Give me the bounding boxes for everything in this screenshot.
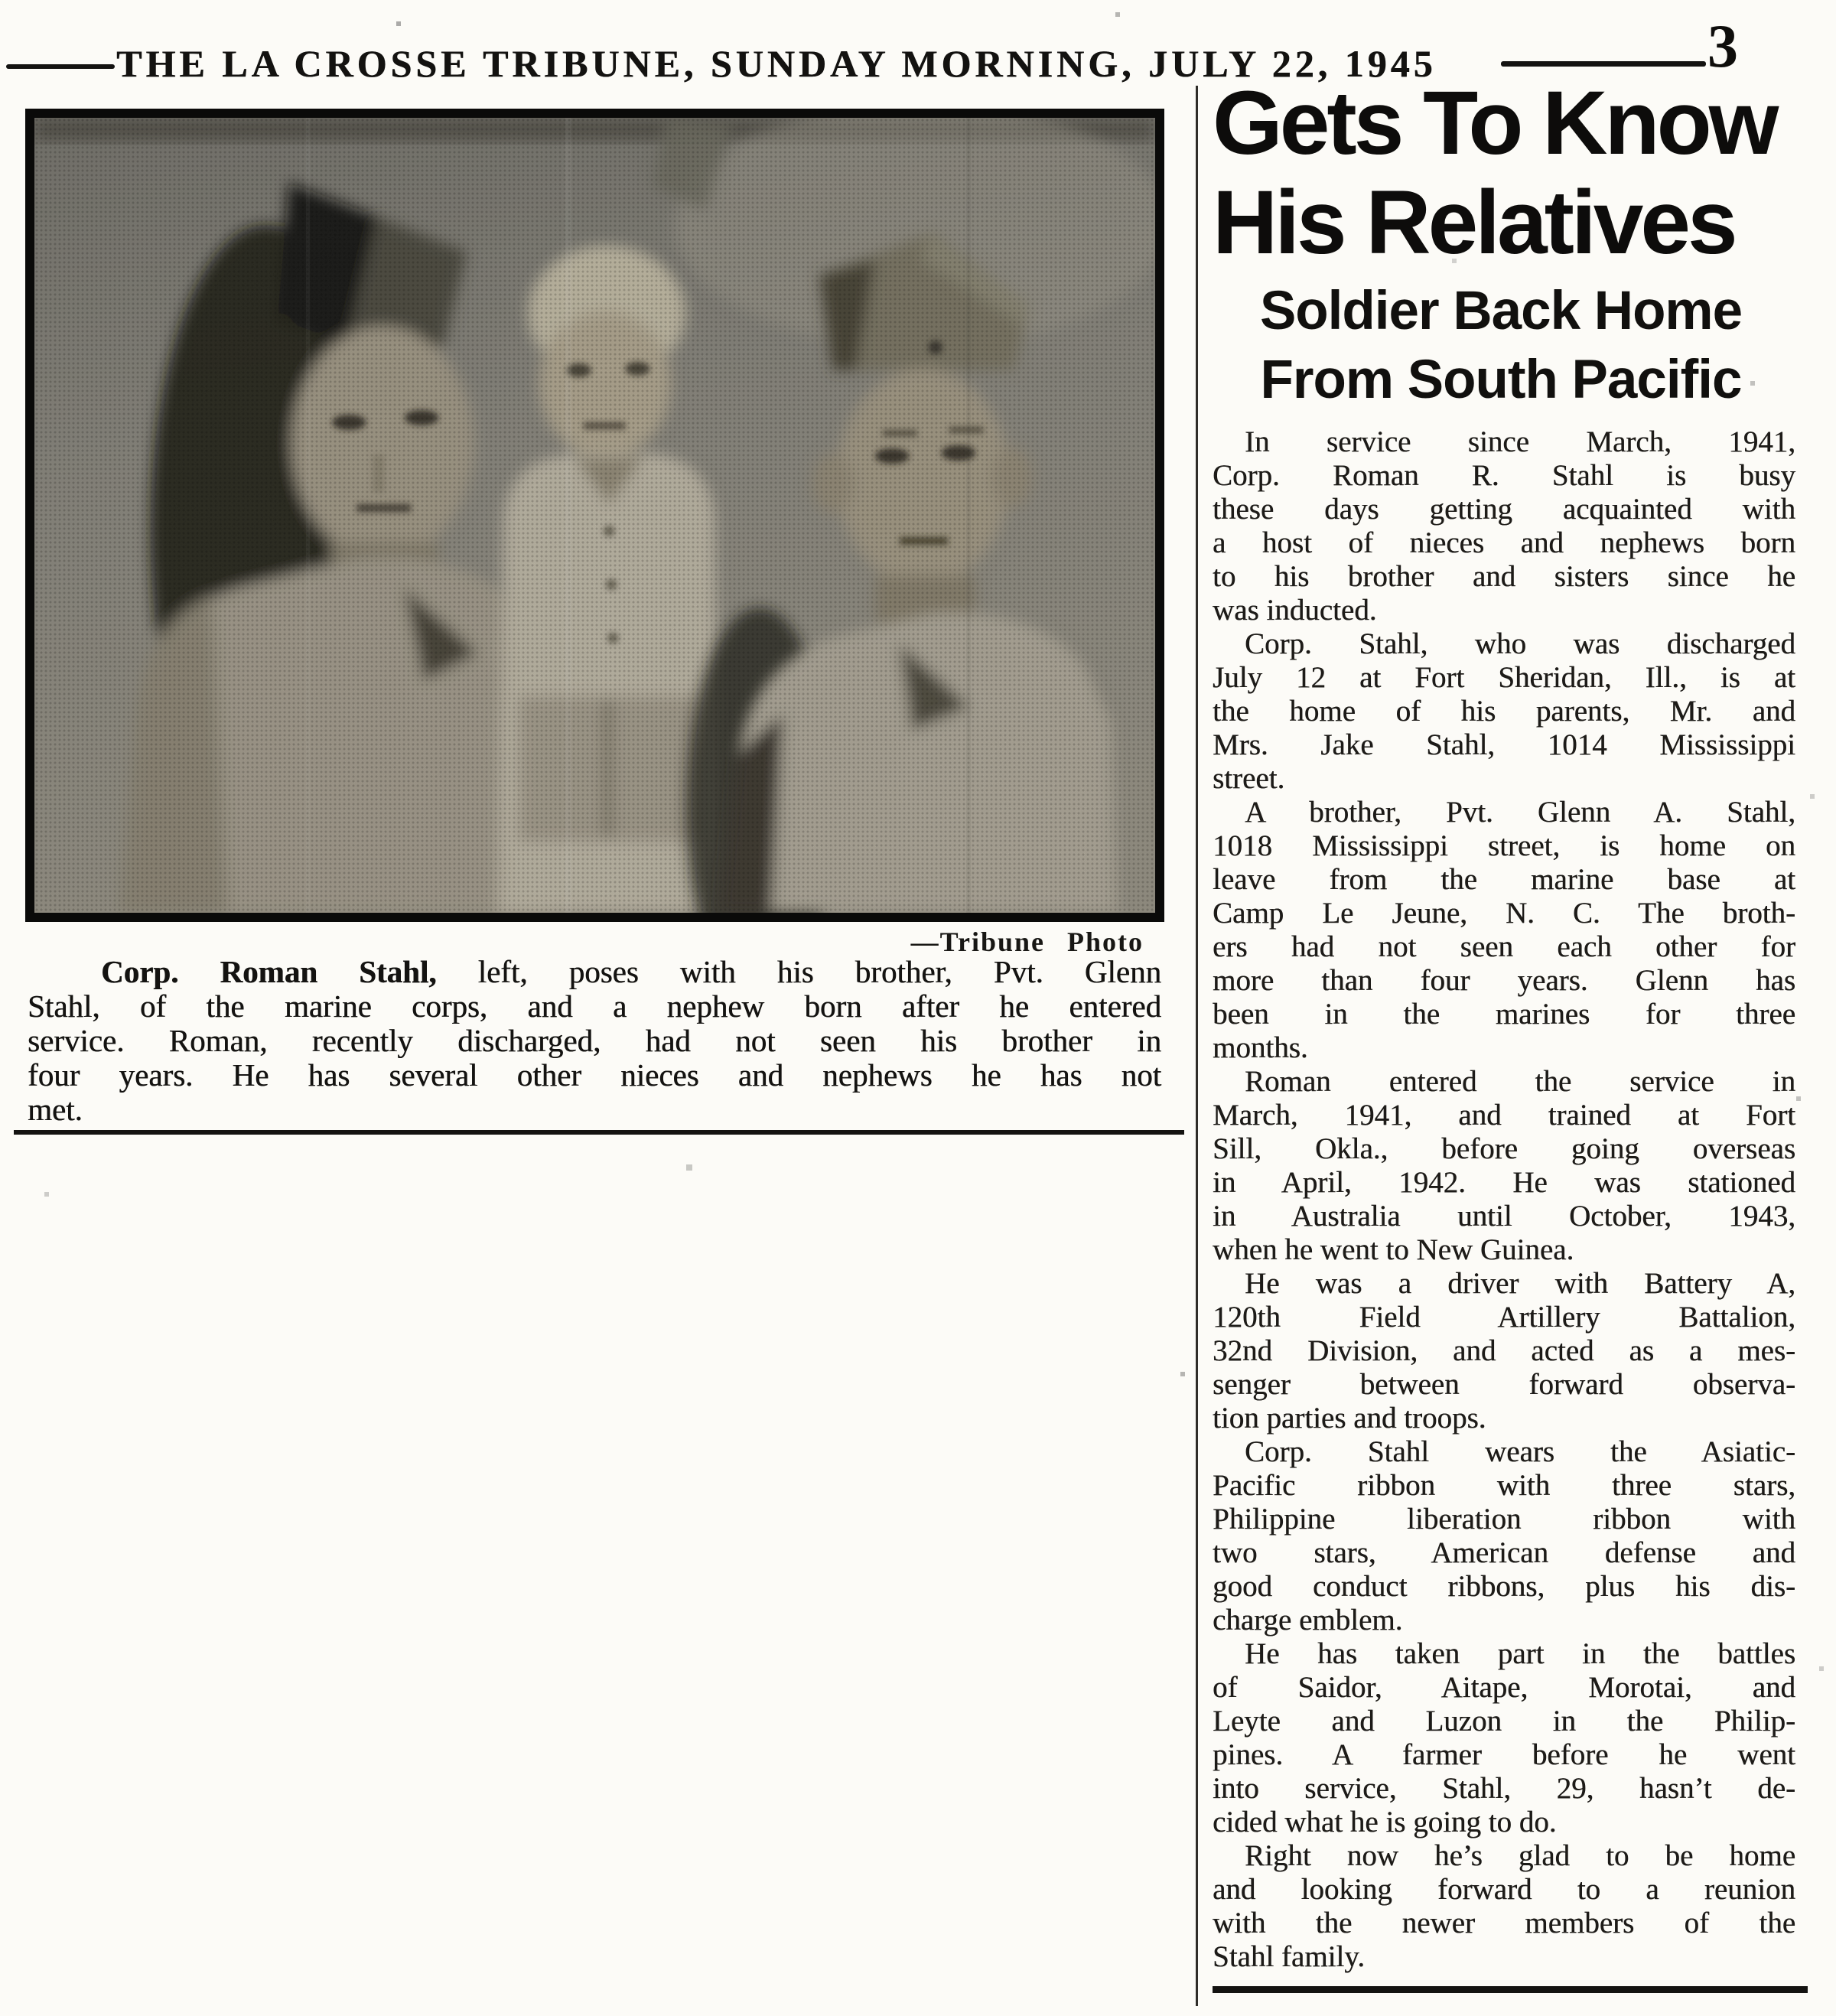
text-line: Pacific ribbon with three stars, — [1213, 1469, 1795, 1502]
photo-credit: —Tribune Photo — [910, 927, 1144, 957]
text-line: with the newer members of the — [1213, 1907, 1795, 1939]
text-line: July 12 at Fort Sheridan, Ill., is at — [1213, 661, 1795, 694]
article-paragraph — [1213, 1637, 1795, 1839]
text-line: He has taken part in the battles — [1245, 1637, 1795, 1670]
article-paragraph — [1213, 1065, 1795, 1267]
text-line: these days getting acquainted with — [1213, 493, 1795, 526]
text-line: to his brother and sisters since he — [1213, 560, 1795, 593]
text-line: met. — [28, 1092, 83, 1127]
text-line: in April, 1942. He was stationed — [1213, 1166, 1795, 1199]
text-line: charge emblem. — [1213, 1604, 1403, 1637]
article-paragraph — [1213, 425, 1795, 627]
headline-line-2: His Relatives — [1213, 172, 1735, 273]
text-line: Roman entered the service in — [1245, 1065, 1795, 1098]
article-paragraph — [1213, 1267, 1795, 1435]
text-line: Stahl, of the marine corps, and a nephew born after he entered — [28, 988, 1161, 1024]
scan-specks — [0, 0, 2, 2]
text-line: four years. He has several other nieces and nephews he has not — [28, 1057, 1161, 1093]
masthead-rule-right — [1501, 61, 1706, 67]
text-line: street. — [1213, 762, 1285, 795]
article-end-rule — [1213, 1986, 1808, 1993]
subhead-line-1: Soldier Back Home — [1259, 281, 1743, 341]
article-paragraph — [1213, 1839, 1795, 1974]
text-line: Corp. Stahl wears the Asiatic- — [1245, 1435, 1795, 1468]
caption-divider-rule — [14, 1130, 1184, 1135]
photo-illustration — [34, 118, 1155, 913]
text-line: A brother, Pvt. Glenn A. Stahl, — [1245, 796, 1795, 829]
page-number: 3 — [1707, 13, 1738, 80]
text-line: cided what he is going to do. — [1213, 1806, 1557, 1839]
text-line: Corp. Stahl, who was discharged — [1245, 627, 1795, 660]
text-line: when he went to New Guinea. — [1213, 1233, 1574, 1266]
text-line: 32nd Division, and acted as a mes- — [1213, 1334, 1795, 1367]
text-line: Philippine liberation ribbon with — [1213, 1503, 1795, 1536]
text-line: more than four years. Glenn has — [1213, 964, 1795, 997]
article-subhead — [1216, 277, 1786, 415]
text-line: leave from the marine base at — [1213, 863, 1795, 896]
text-line: months. — [1213, 1031, 1308, 1064]
caption-lines — [28, 989, 1161, 1127]
text-line: In service since March, 1941, — [1245, 425, 1795, 458]
article-paragraph — [1213, 1435, 1795, 1637]
text-line: Leyte and Luzon in the Philip- — [1213, 1705, 1795, 1738]
headline-line-1: Gets To Know — [1213, 73, 1776, 174]
text-line: the home of his parents, Mr. and — [1213, 695, 1795, 728]
text-line: 1018 Mississippi street, is home on — [1213, 829, 1795, 862]
text-line: 120th Field Artillery Battalion, — [1213, 1301, 1795, 1334]
masthead-title: THE LA CROSSE TRIBUNE, SUNDAY MORNING, JULY 22, 1945 — [116, 42, 1437, 85]
text-line: Mrs. Jake Stahl, 1014 Mississippi — [1213, 728, 1795, 761]
article-body — [1213, 425, 1795, 1974]
text-line: was inducted. — [1213, 594, 1377, 627]
text-line: tion parties and troops. — [1213, 1402, 1486, 1435]
text-line: good conduct ribbons, plus his dis- — [1213, 1570, 1795, 1603]
news-photo — [25, 109, 1164, 922]
article-headline — [1213, 73, 1809, 272]
photo-caption — [28, 955, 1161, 1127]
text-line: of Saidor, Aitape, Morotai, and — [1213, 1671, 1795, 1704]
film-grain-overlay — [34, 118, 1155, 913]
caption-first-line — [28, 955, 1161, 989]
text-line: Corp. Roman R. Stahl is busy — [1213, 459, 1795, 492]
text-line: service. Roman, recently discharged, had not seen his brother in — [28, 1023, 1161, 1058]
text-line: and looking forward to a reunion — [1213, 1873, 1795, 1906]
column-divider-rule — [1196, 86, 1198, 2006]
text-line: been in the marines for three — [1213, 998, 1795, 1031]
article-paragraph — [1213, 796, 1795, 1065]
caption-bold-lead: Corp. Roman Stahl, — [101, 954, 437, 989]
text-line: March, 1941, and trained at Fort — [1213, 1099, 1795, 1132]
text-line: ers had not seen each other for — [1213, 930, 1795, 963]
text-line: in Australia until October, 1943, — [1213, 1200, 1795, 1233]
text-line: Right now he’s glad to be home — [1245, 1839, 1795, 1872]
article-paragraph — [1213, 627, 1795, 796]
masthead-rule-left — [6, 64, 115, 69]
text-line: senger between forward observa- — [1213, 1368, 1795, 1401]
text-line: a host of nieces and nephews born — [1213, 526, 1795, 559]
text-line: pines. A farmer before he went — [1213, 1738, 1795, 1771]
text-line: into service, Stahl, 29, hasn’t de- — [1213, 1772, 1795, 1805]
text-line: He was a driver with Battery A, — [1245, 1267, 1795, 1300]
text-line: Camp Le Jeune, N. C. The broth- — [1213, 897, 1795, 930]
text-line: Stahl family. — [1213, 1940, 1365, 1973]
text-line: two stars, American defense and — [1213, 1536, 1795, 1569]
text-line: Sill, Okla., before going overseas — [1213, 1132, 1795, 1165]
caption-first-line-rest: left, poses with his brother, Pvt. Glenn — [477, 954, 1161, 989]
subhead-line-2: From South Pacific — [1260, 350, 1742, 410]
